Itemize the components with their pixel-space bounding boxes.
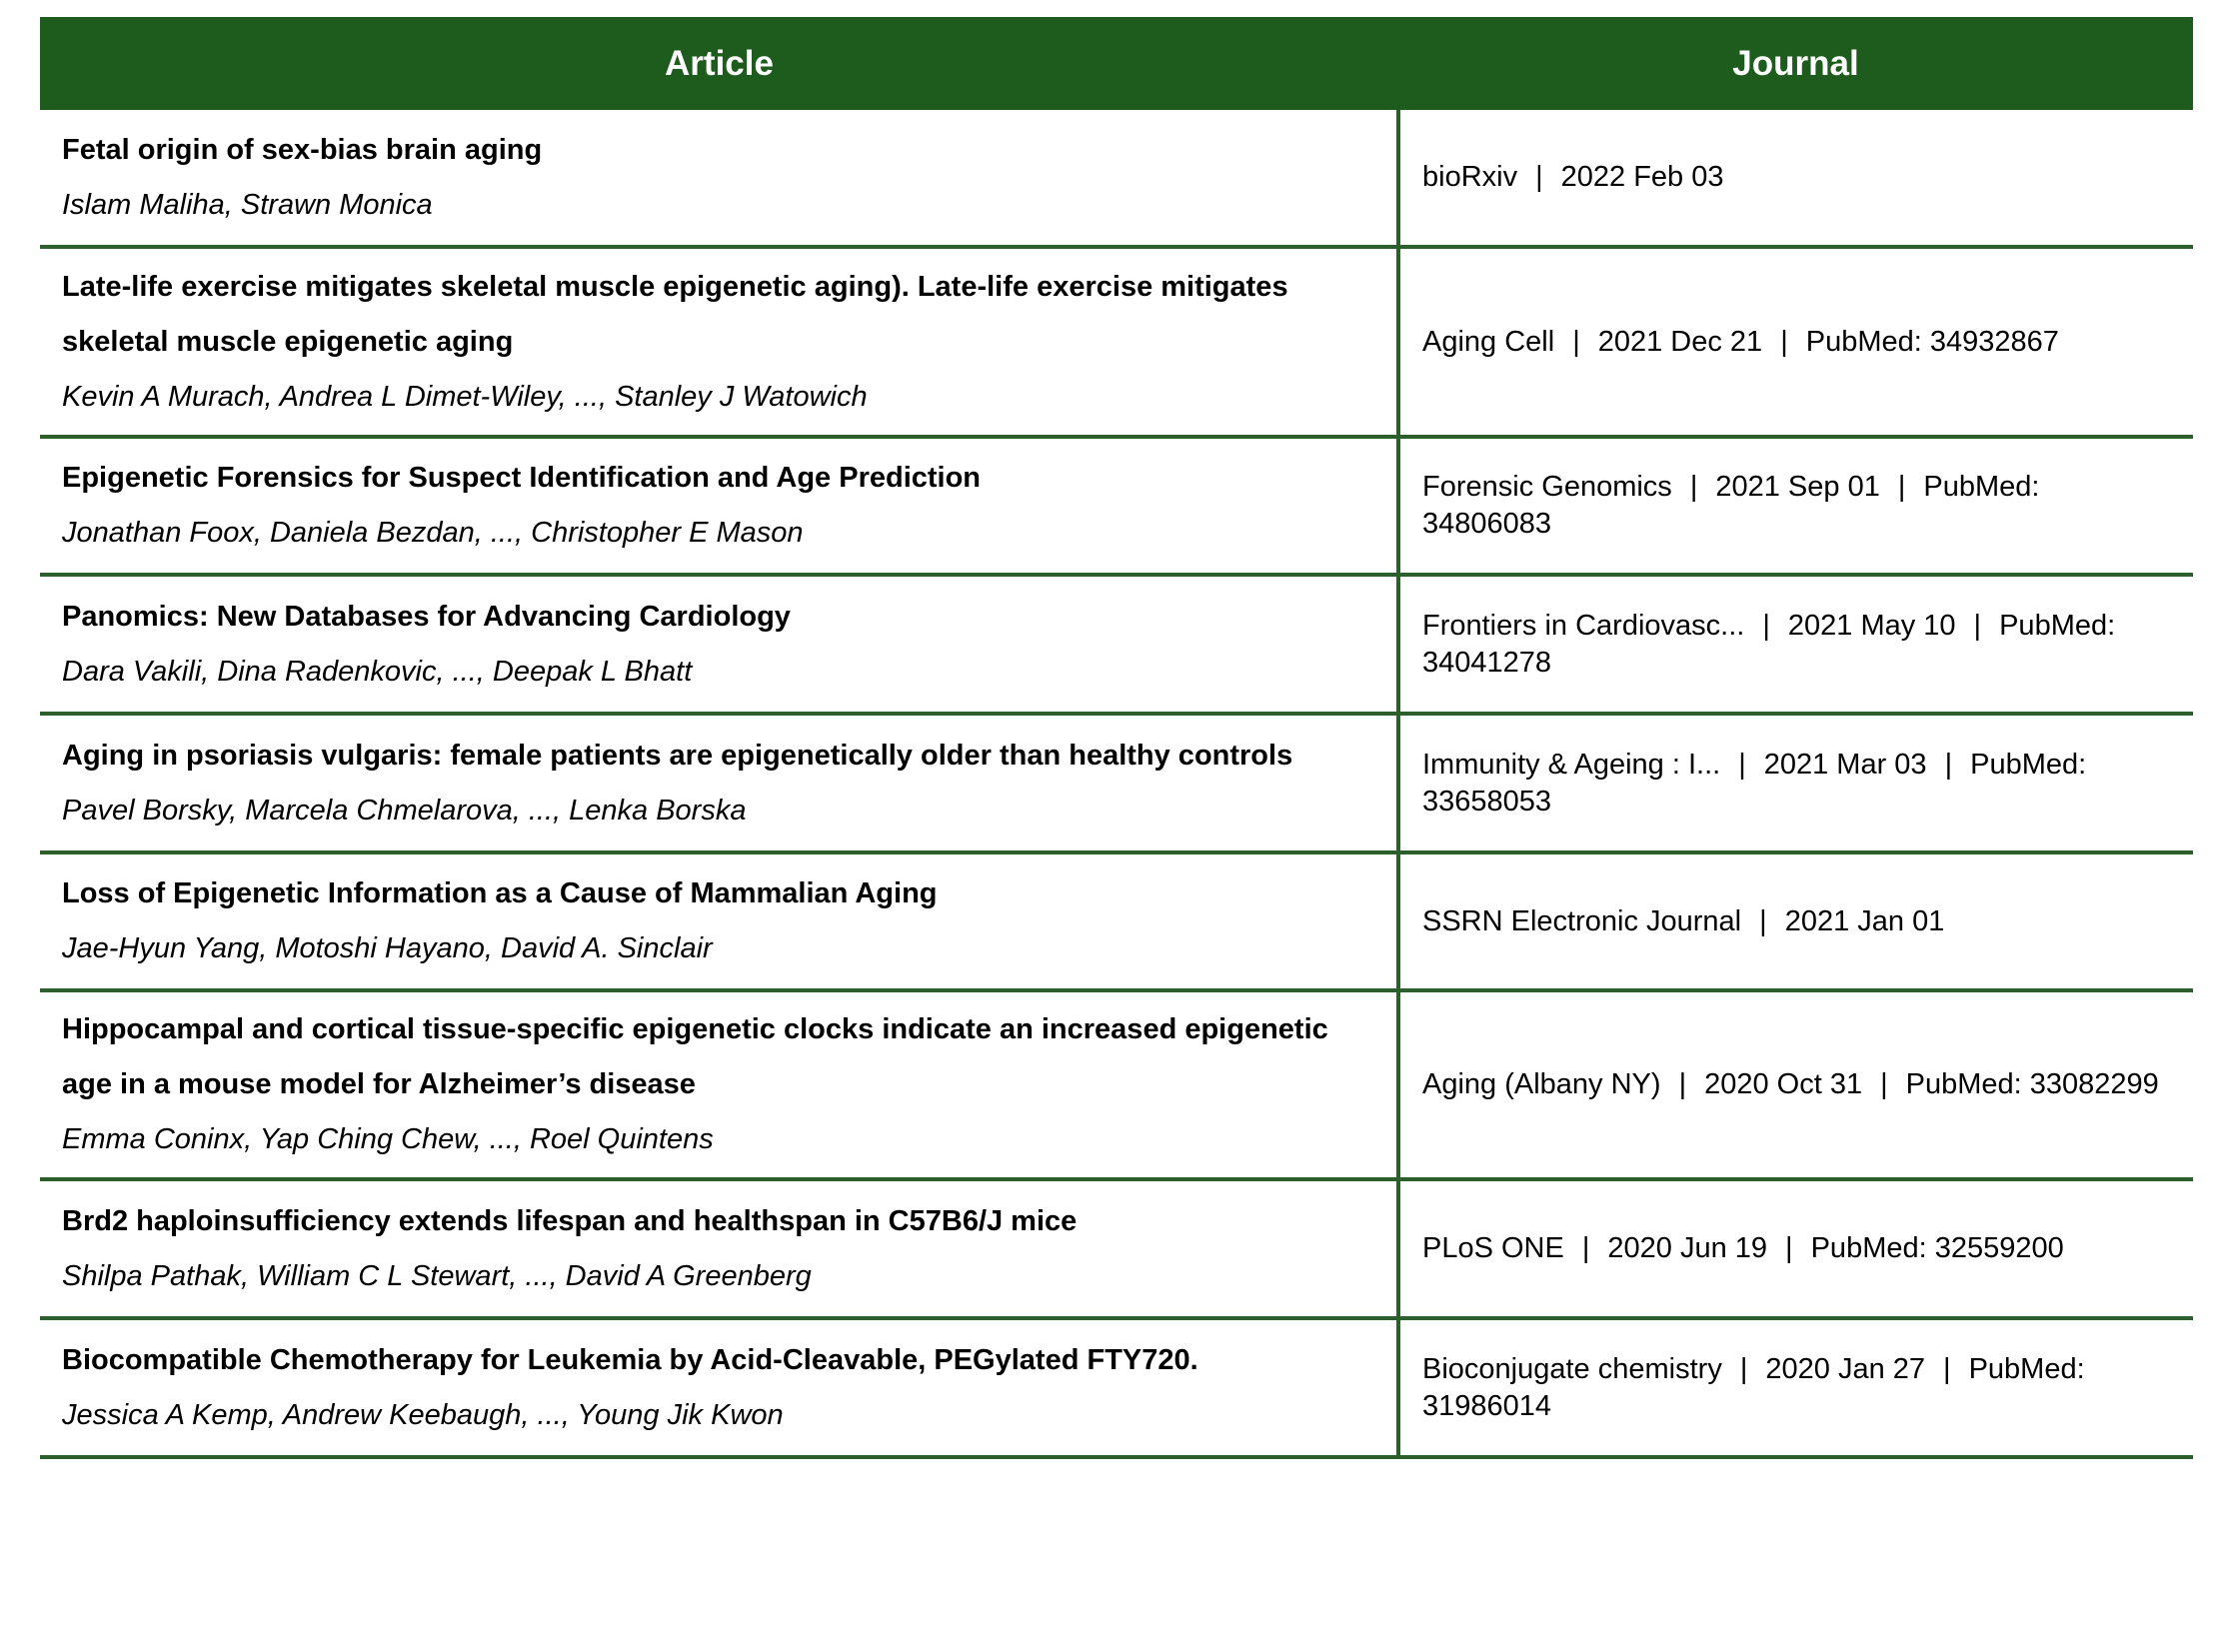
separator: | [1581, 1232, 1590, 1264]
article-title[interactable]: Loss of Epigenetic Information as a Cause of Mammalian Aging [62, 877, 938, 909]
table-row [40, 1179, 2193, 1318]
separator: | [1738, 748, 1746, 781]
article-cell [40, 437, 1398, 575]
separator: | [1762, 609, 1770, 642]
article-cell [40, 575, 1398, 714]
journal-name: PLoS ONE [1422, 1232, 1564, 1264]
pubmed-id[interactable]: PubMed: 34041278 [1422, 609, 2116, 679]
article-authors: Pavel Borsky, Marcela Chmelarova, ..., Lenka Borska [62, 794, 747, 826]
article-column-header: Article [40, 17, 1398, 110]
journal-cell [1398, 852, 2193, 990]
article-cell [40, 852, 1398, 990]
journal-cell [1398, 110, 2193, 247]
publication-date: 2021 Jan 01 [1784, 904, 1945, 937]
journal-name: bioRxiv [1422, 161, 1518, 193]
table-row [40, 437, 2193, 575]
separator: | [1897, 471, 1906, 503]
article-title[interactable]: Late-life exercise mitigates skeletal muscle epigenetic aging). Late-life exercise mitigates skeletal muscle epigenetic aging [62, 270, 1288, 358]
article-cell [40, 714, 1398, 852]
journal-name: SSRN Electronic Journal [1422, 904, 1742, 937]
article-authors: Islam Maliha, Strawn Monica [62, 188, 433, 221]
table-row [40, 1318, 2193, 1457]
article-title[interactable]: Hippocampal and cortical tissue-specific epigenetic clocks indicate an increased epigenetic age in a mouse model for Alzheimer’s disease [62, 1013, 1328, 1100]
journal-cell [1398, 1179, 2193, 1318]
separator: | [1880, 1068, 1888, 1100]
journal-cell [1398, 247, 2193, 437]
separator: | [1759, 904, 1767, 937]
publication-date: 2021 Dec 21 [1597, 325, 1763, 358]
journal-name: Bioconjugate chemistry [1422, 1352, 1722, 1385]
journal-info [1422, 469, 2171, 543]
publication-date: 2021 Sep 01 [1715, 471, 1880, 503]
article-cell [40, 1318, 1398, 1457]
table-row [40, 990, 2193, 1179]
journal-info [1422, 1351, 2171, 1425]
journal-name: Immunity & Ageing : I... [1422, 748, 1721, 781]
journal-name: Aging Cell [1422, 325, 1555, 358]
journal-cell [1398, 1318, 2193, 1457]
publication-date: 2020 Jun 19 [1607, 1232, 1768, 1264]
table-row [40, 575, 2193, 714]
article-title[interactable]: Brd2 haploinsufficiency extends lifespan and healthspan in C57B6/J mice [62, 1204, 1078, 1237]
journal-info [1422, 903, 2171, 940]
separator: | [1785, 1232, 1793, 1264]
separator: | [1572, 325, 1580, 358]
article-title[interactable]: Epigenetic Forensics for Suspect Identification and Age Prediction [62, 462, 982, 494]
pubmed-id[interactable]: PubMed: 33658053 [1422, 748, 2087, 818]
pubmed-id[interactable]: PubMed: 32559200 [1810, 1232, 2064, 1264]
table-row [40, 714, 2193, 852]
article-authors: Jae-Hyun Yang, Motoshi Hayano, David A. Sinclair [62, 932, 713, 964]
publications-table [40, 17, 2193, 1459]
journal-info [1422, 159, 2171, 196]
journal-cell [1398, 990, 2193, 1179]
table-header-row [40, 17, 2193, 110]
article-title[interactable]: Aging in psoriasis vulgaris: female patients are epigenetically older than healthy controls [62, 739, 1293, 772]
separator: | [1943, 1352, 1951, 1385]
separator: | [1973, 609, 1982, 642]
table-row [40, 852, 2193, 990]
publication-date: 2021 Mar 03 [1763, 748, 1927, 781]
journal-info [1422, 747, 2171, 821]
article-authors: Jessica A Kemp, Andrew Keebaugh, ..., Young Jik Kwon [62, 1398, 784, 1431]
article-title[interactable]: Biocompatible Chemotherapy for Leukemia by Acid-Cleavable, PEGylated FTY720. [62, 1343, 1198, 1376]
separator: | [1678, 1068, 1687, 1100]
journal-info [1422, 324, 2171, 361]
journal-info [1422, 1230, 2171, 1267]
journal-name: Forensic Genomics [1422, 471, 1672, 503]
article-title[interactable]: Panomics: New Databases for Advancing Cardiology [62, 600, 791, 633]
journal-cell [1398, 714, 2193, 852]
article-cell [40, 247, 1398, 437]
separator: | [1535, 161, 1543, 193]
pubmed-id[interactable]: PubMed: 34806083 [1422, 471, 2040, 540]
article-cell [40, 1179, 1398, 1318]
journal-name: Frontiers in Cardiovasc... [1422, 609, 1745, 642]
publication-date: 2020 Oct 31 [1704, 1068, 1863, 1100]
journal-column-header: Journal [1398, 17, 2193, 110]
publication-date: 2022 Feb 03 [1560, 161, 1724, 193]
pubmed-id[interactable]: PubMed: 31986014 [1422, 1352, 2085, 1422]
article-authors: Shilpa Pathak, William C L Stewart, ..., David A Greenberg [62, 1259, 812, 1292]
article-authors: Dara Vakili, Dina Radenkovic, ..., Deepak L Bhatt [62, 655, 693, 688]
journal-name: Aging (Albany NY) [1422, 1068, 1661, 1100]
separator: | [1739, 1352, 1748, 1385]
article-cell [40, 990, 1398, 1179]
article-authors: Emma Coninx, Yap Ching Chew, ..., Roel Quintens [62, 1123, 714, 1155]
table-row [40, 110, 2193, 247]
pubmed-id[interactable]: PubMed: 33082299 [1905, 1068, 2159, 1100]
publication-date: 2021 May 10 [1787, 609, 1956, 642]
table-row [40, 247, 2193, 437]
article-title[interactable]: Fetal origin of sex-bias brain aging [62, 133, 543, 166]
separator: | [1780, 325, 1788, 358]
separator: | [1689, 471, 1698, 503]
journal-cell [1398, 437, 2193, 575]
journal-info [1422, 1066, 2171, 1103]
article-authors: Kevin A Murach, Andrea L Dimet-Wiley, ..., Stanley J Watowich [62, 380, 868, 413]
article-authors: Jonathan Foox, Daniela Bezdan, ..., Christopher E Mason [62, 517, 804, 549]
article-cell [40, 110, 1398, 247]
journal-cell [1398, 575, 2193, 714]
publication-date: 2020 Jan 27 [1765, 1352, 1926, 1385]
separator: | [1944, 748, 1953, 781]
pubmed-id[interactable]: PubMed: 34932867 [1805, 325, 2059, 358]
journal-info [1422, 608, 2171, 682]
